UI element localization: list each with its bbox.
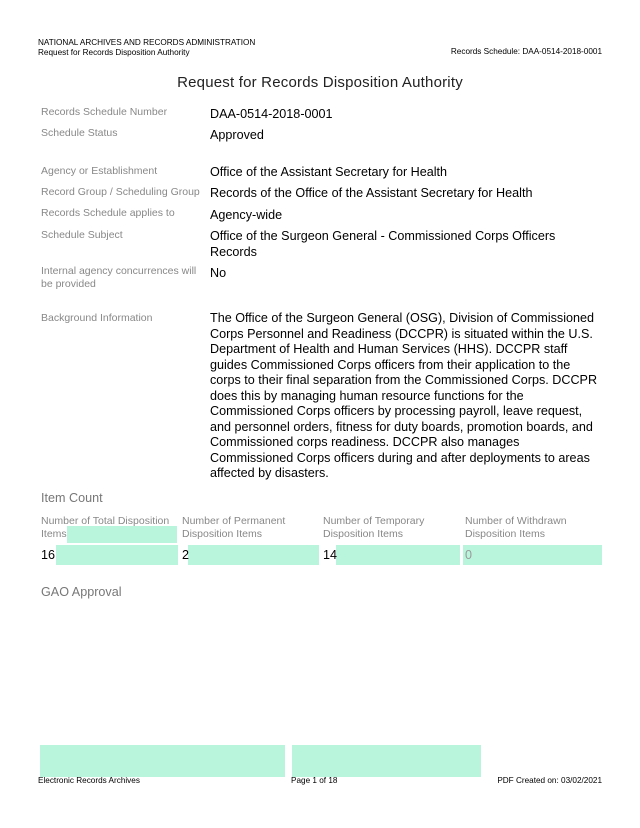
- total-items-label: Number of Total Disposition Items: [41, 515, 170, 540]
- schedule-status-label: Schedule Status: [41, 127, 118, 139]
- gao-approval-heading: GAO Approval: [41, 585, 122, 599]
- background-value: The Office of the Surgeon General (OSG), Division of Commissioned Corps Personnel and Readiness (DCCPR) is situated within the U.S. Department of Health and Human Services (HHS). DCCPR staff guides Commissioned Corps officers from their application to the corps to their final separation from the Commissioned Corps. DCCPR does this by managing human resource functions for the Commissioned Corps officers by processing payroll, leave request, and personnel orders, fitness for duty boards, promotion boards, and Commissioned corps readiness. DCCPR also manages Commissioned Corps officers during and after deployments to areas affected by disasters.: [210, 311, 598, 480]
- withdrawn-items-value: 0: [465, 548, 473, 562]
- footer-archive-name: Electronic Records Archives: [38, 776, 140, 785]
- footer-page-number: Page 1 of 18: [291, 776, 338, 785]
- applies-to-value: Agency-wide: [210, 208, 283, 222]
- concurrences-label: Internal agency concurrences will be provided: [41, 265, 197, 290]
- subject-label: Schedule Subject: [41, 229, 123, 241]
- schedule-status-value: Approved: [210, 128, 264, 142]
- background-label: Background Information: [41, 312, 153, 324]
- agency-value: Office of the Assistant Secretary for Health: [210, 165, 448, 179]
- withdrawn-items-label: Number of Withdrawn Disposition Items: [465, 515, 567, 540]
- item-count-heading: Item Count: [41, 491, 103, 505]
- schedule-number-value: DAA-0514-2018-0001: [210, 107, 333, 121]
- page-title: Request for Records Disposition Authority: [177, 74, 463, 91]
- schedule-reference: Records Schedule: DAA-0514-2018-0001: [450, 47, 602, 56]
- agency-name: NATIONAL ARCHIVES AND RECORDS ADMINISTRATION: [38, 38, 256, 47]
- total-items-field: [56, 545, 178, 565]
- temporary-items-value: 14: [323, 548, 338, 562]
- withdrawn-items-field: [463, 545, 602, 565]
- form-name: Request for Records Disposition Authority: [38, 48, 190, 57]
- permanent-items-value: 2: [182, 548, 190, 562]
- record-group-label: Record Group / Scheduling Group: [41, 186, 200, 198]
- permanent-items-label: Number of Permanent Disposition Items: [182, 515, 286, 540]
- schedule-number-label: Records Schedule Number: [41, 106, 168, 118]
- total-items-value: 16: [41, 548, 56, 562]
- agency-label: Agency or Establishment: [41, 165, 158, 177]
- footer-highlight-center: [292, 745, 481, 777]
- page-header: [38, 38, 255, 58]
- footer-highlight-left: [40, 745, 285, 777]
- applies-to-label: Records Schedule applies to: [41, 207, 175, 219]
- permanent-items-field: [188, 545, 319, 565]
- temporary-items-label: Number of Temporary Disposition Items: [323, 515, 425, 540]
- record-group-value: Records of the Office of the Assistant Secretary for Health: [210, 186, 533, 200]
- concurrences-value: No: [210, 266, 227, 280]
- subject-value: Office of the Surgeon General - Commissioned Corps Officers Records: [210, 229, 556, 259]
- temporary-items-field: [336, 545, 460, 565]
- footer-created-date: PDF Created on: 03/02/2021: [497, 776, 602, 785]
